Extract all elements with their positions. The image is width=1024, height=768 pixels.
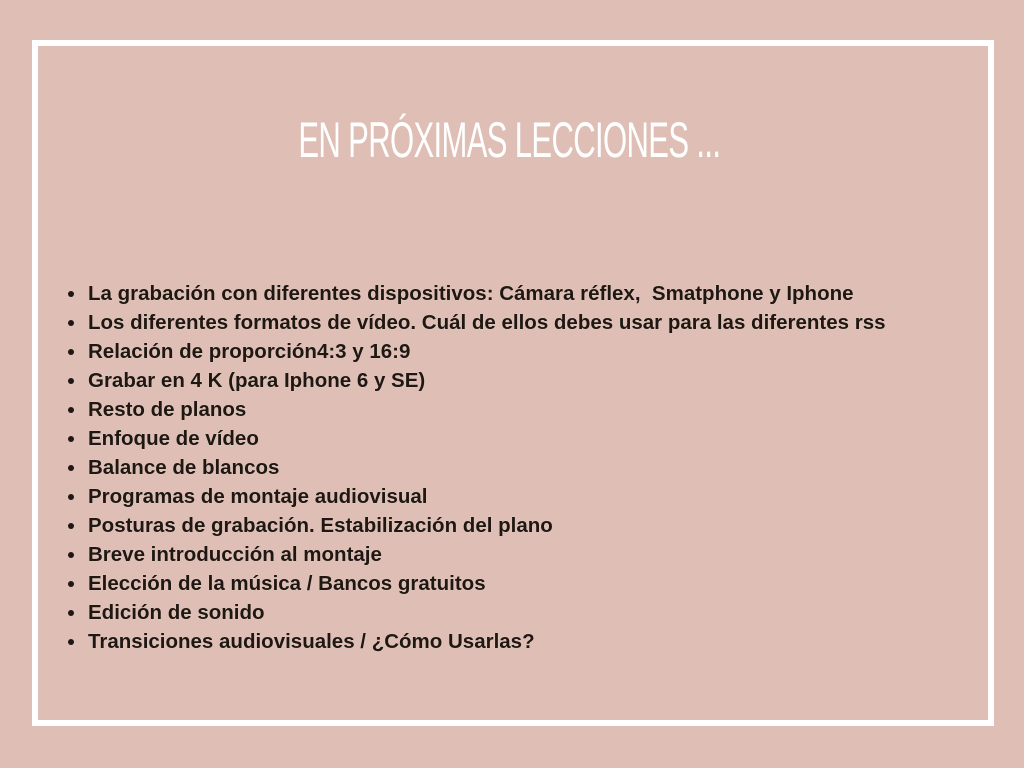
bullet-icon [68,552,74,558]
list-item-text: Edición de sonido [88,601,265,624]
list-item [66,366,886,395]
list-item [66,337,886,366]
list-item-text: Relación de proporción4:3 y 16:9 [88,340,411,363]
bullet-icon [68,465,74,471]
bullet-icon [68,407,74,413]
bullet-icon [68,523,74,529]
bullet-icon [68,581,74,587]
list-item-text: Elección de la música / Bancos gratuitos [88,572,486,595]
list-item [66,482,886,511]
list-item [66,540,886,569]
list-item-text: Grabar en 4 K (para Iphone 6 y SE) [88,369,426,392]
list-item-text: Transiciones audiovisuales / ¿Cómo Usarlas? [88,630,535,653]
list-item [66,395,886,424]
list-item-text: Enfoque de vídeo [88,427,259,450]
bullet-icon [68,639,74,645]
list-item [66,598,886,627]
bullet-icon [68,291,74,297]
list-item [66,569,886,598]
list-item-text: Resto de planos [88,398,247,421]
list-item [66,279,886,308]
list-item [66,511,886,540]
slide-title: EN PRÓXIMAS LECCIONES ... [298,111,721,168]
list-item-text: Balance de blancos [88,456,280,479]
list-item [66,308,886,337]
bullet-icon [68,494,74,500]
lessons-list [66,279,886,656]
list-item [66,453,886,482]
list-item-text: La grabación con diferentes dispositivos: Cámara réflex, Smatphone y Iphone [88,282,854,305]
list-item-text: Posturas de grabación. Estabilización del plano [88,514,553,537]
bullet-icon [68,349,74,355]
list-item-text: Los diferentes formatos de vídeo. Cuál de ellos debes usar para las diferentes rss [88,311,886,334]
bullet-icon [68,378,74,384]
bullet-icon [68,610,74,616]
bullet-icon [68,320,74,326]
list-item [66,627,886,656]
list-item [66,424,886,453]
list-item-text: Programas de montaje audiovisual [88,485,428,508]
bullet-icon [68,436,74,442]
list-item-text: Breve introducción al montaje [88,543,382,566]
